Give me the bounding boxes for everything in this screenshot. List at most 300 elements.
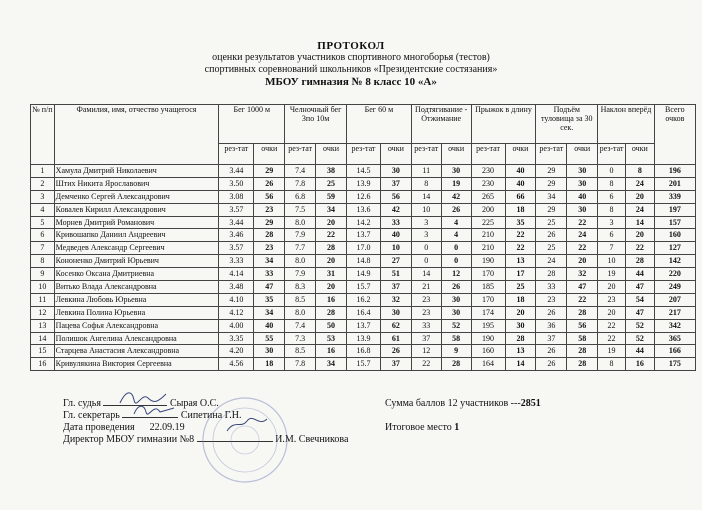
points-cell: 28 (625, 255, 654, 268)
result-cell: 3.57 (219, 242, 254, 255)
points-cell: 18 (505, 293, 536, 306)
result-cell: 14 (411, 268, 441, 281)
result-cell: 28 (536, 268, 567, 281)
place-label: Итоговое место (385, 422, 452, 433)
total-cell: 142 (654, 255, 695, 268)
points-cell: 40 (254, 319, 285, 332)
row-number: 9 (31, 268, 55, 281)
result-cell: 22 (598, 319, 626, 332)
result-cell: 4.56 (219, 358, 254, 371)
student-name: Демченко Сергей Александрович (54, 190, 219, 203)
points-cell: 30 (567, 165, 598, 178)
result-cell: 13.6 (346, 203, 380, 216)
table-row (31, 216, 696, 229)
total-cell: 157 (654, 216, 695, 229)
result-cell: 195 (471, 319, 505, 332)
points-cell: 30 (380, 306, 411, 319)
judge-label: Гл. судья (63, 398, 101, 409)
result-cell: 4.00 (219, 319, 254, 332)
student-name: Кривошапко Даниил Андреевич (54, 229, 219, 242)
result-cell: 13.7 (346, 319, 380, 332)
points-cell: 37 (380, 177, 411, 190)
points-cell: 52 (625, 332, 654, 345)
points-cell: 42 (380, 203, 411, 216)
result-cell: 8 (598, 177, 626, 190)
subcol-points-header: очки (254, 144, 285, 165)
result-cell: 14.5 (346, 165, 380, 178)
points-cell: 56 (380, 190, 411, 203)
table-row (31, 332, 696, 345)
points-cell: 47 (254, 281, 285, 294)
results-table (30, 104, 696, 371)
points-cell: 40 (505, 177, 536, 190)
total-cell: 339 (654, 190, 695, 203)
points-cell: 22 (316, 229, 347, 242)
result-cell: 33 (411, 319, 441, 332)
table-row (31, 345, 696, 358)
result-cell: 265 (471, 190, 505, 203)
points-cell: 26 (380, 345, 411, 358)
points-cell: 4 (441, 229, 471, 242)
points-cell: 26 (254, 177, 285, 190)
points-cell: 30 (441, 165, 471, 178)
points-cell: 12 (441, 268, 471, 281)
result-cell: 7.3 (285, 332, 316, 345)
subtitle-line-2: спортивных соревнований школьников «Президентские состязания» (204, 64, 498, 75)
points-cell: 22 (567, 216, 598, 229)
points-cell: 25 (316, 177, 347, 190)
result-cell: 170 (471, 293, 505, 306)
points-cell: 34 (254, 255, 285, 268)
result-cell: 8.5 (285, 345, 316, 358)
result-cell: 3 (598, 216, 626, 229)
points-cell: 4 (441, 216, 471, 229)
points-cell: 28 (505, 332, 536, 345)
subcol-points-header: очки (441, 144, 471, 165)
points-cell: 66 (505, 190, 536, 203)
result-cell: 33 (536, 281, 567, 294)
place-value: 1 (454, 422, 460, 433)
student-name: Ковалев Кирилл Александрович (54, 203, 219, 216)
result-cell: 15.7 (346, 281, 380, 294)
subcol-points-header: очки (316, 144, 347, 165)
points-cell: 38 (316, 165, 347, 178)
result-cell: 23 (411, 293, 441, 306)
points-cell: 28 (567, 345, 598, 358)
points-cell: 30 (441, 306, 471, 319)
points-cell: 44 (625, 268, 654, 281)
table-header (31, 105, 696, 165)
director-name: И.М. Свечникова (275, 434, 349, 445)
points-cell: 30 (254, 345, 285, 358)
col-jump-header: Прыжок в длину (471, 105, 536, 144)
table-row (31, 203, 696, 216)
secretary-signature-icon (132, 400, 176, 420)
points-cell: 32 (380, 293, 411, 306)
points-cell: 58 (441, 332, 471, 345)
result-cell: 14.2 (346, 216, 380, 229)
points-cell: 30 (505, 319, 536, 332)
subcol-result-header: рез-тат (285, 144, 316, 165)
student-name: Пацева Софья Александровна (54, 319, 219, 332)
subcol-points-header: очки (567, 144, 598, 165)
result-cell: 3.46 (219, 229, 254, 242)
points-cell: 20 (625, 190, 654, 203)
student-name: Левкина Полина Юрьевна (54, 306, 219, 319)
points-cell: 31 (316, 268, 347, 281)
result-cell: 3.50 (219, 177, 254, 190)
document-title: ПРОТОКОЛ (317, 40, 385, 52)
points-cell: 22 (567, 242, 598, 255)
result-cell: 14 (411, 190, 441, 203)
row-number: 12 (31, 306, 55, 319)
result-cell: 12 (411, 345, 441, 358)
result-cell: 34 (536, 190, 567, 203)
sum-value: 2851 (520, 398, 541, 409)
col-total-header: Всего очков (654, 105, 695, 165)
result-cell: 21 (411, 281, 441, 294)
row-number: 15 (31, 345, 55, 358)
result-cell: 7.8 (285, 358, 316, 371)
result-cell: 3.44 (219, 165, 254, 178)
table-row (31, 306, 696, 319)
points-cell: 35 (505, 216, 536, 229)
result-cell: 3.48 (219, 281, 254, 294)
points-cell: 30 (380, 165, 411, 178)
result-cell: 29 (536, 203, 567, 216)
points-cell: 56 (567, 319, 598, 332)
subcol-result-header: рез-тат (536, 144, 567, 165)
result-cell: 25 (536, 242, 567, 255)
total-cell: 220 (654, 268, 695, 281)
points-cell: 33 (380, 216, 411, 229)
student-name: Кононенко Дмитрий Юрьевич (54, 255, 219, 268)
result-cell: 24 (536, 255, 567, 268)
total-cell: 197 (654, 203, 695, 216)
points-cell: 61 (380, 332, 411, 345)
points-cell: 28 (441, 358, 471, 371)
points-cell: 47 (625, 306, 654, 319)
points-cell: 29 (254, 165, 285, 178)
col-situps-header: Подъём туловища за 30 сек. (536, 105, 598, 144)
points-cell: 62 (380, 319, 411, 332)
points-cell: 22 (505, 229, 536, 242)
points-cell: 18 (505, 203, 536, 216)
points-cell: 23 (254, 242, 285, 255)
result-cell: 0 (598, 165, 626, 178)
table-row (31, 229, 696, 242)
result-cell: 25 (536, 216, 567, 229)
result-cell: 210 (471, 229, 505, 242)
points-cell: 24 (625, 177, 654, 190)
result-cell: 10 (411, 203, 441, 216)
result-cell: 12.6 (346, 190, 380, 203)
result-cell: 3.57 (219, 203, 254, 216)
total-cell: 342 (654, 319, 695, 332)
subcol-result-header: рез-тат (219, 144, 254, 165)
points-cell: 0 (441, 242, 471, 255)
student-name: Морнев Дмитрий Романович (54, 216, 219, 229)
result-cell: 37 (411, 332, 441, 345)
col-shuttle-header: Челночный бег 3по 10м (285, 105, 347, 144)
result-cell: 3.44 (219, 216, 254, 229)
points-cell: 40 (505, 165, 536, 178)
points-cell: 23 (254, 203, 285, 216)
points-cell: 24 (567, 229, 598, 242)
total-cell: 365 (654, 332, 695, 345)
points-cell: 37 (380, 281, 411, 294)
result-cell: 23 (411, 306, 441, 319)
points-cell: 28 (254, 229, 285, 242)
result-cell: 170 (471, 268, 505, 281)
points-cell: 19 (441, 177, 471, 190)
col-pullups-header: Подтягивание - Отжимание (411, 105, 471, 144)
result-cell: 26 (536, 358, 567, 371)
result-cell: 230 (471, 165, 505, 178)
result-cell: 29 (536, 177, 567, 190)
row-number: 14 (31, 332, 55, 345)
result-cell: 37 (536, 332, 567, 345)
points-cell: 25 (505, 281, 536, 294)
result-cell: 36 (536, 319, 567, 332)
total-cell: 196 (654, 165, 695, 178)
result-cell: 174 (471, 306, 505, 319)
points-cell: 40 (380, 229, 411, 242)
result-cell: 29 (536, 165, 567, 178)
result-cell: 15.7 (346, 358, 380, 371)
row-number: 7 (31, 242, 55, 255)
row-number: 5 (31, 216, 55, 229)
student-name: Косенко Оксана Дмитриевна (54, 268, 219, 281)
points-cell: 55 (254, 332, 285, 345)
result-cell: 14.8 (346, 255, 380, 268)
result-cell: 4.14 (219, 268, 254, 281)
result-cell: 4.10 (219, 293, 254, 306)
result-cell: 225 (471, 216, 505, 229)
row-number: 10 (31, 281, 55, 294)
points-cell: 37 (380, 358, 411, 371)
col-run1000-header: Бег 1000 м (219, 105, 285, 144)
col-run60-header: Бег 60 м (346, 105, 411, 144)
result-cell: 185 (471, 281, 505, 294)
result-cell: 13.7 (346, 229, 380, 242)
points-cell: 16 (316, 293, 347, 306)
place-line (385, 422, 459, 434)
result-cell: 17.0 (346, 242, 380, 255)
table-row (31, 190, 696, 203)
points-cell: 20 (316, 281, 347, 294)
result-cell: 19 (598, 345, 626, 358)
result-cell: 6 (598, 229, 626, 242)
table-row (31, 242, 696, 255)
total-cell: 207 (654, 293, 695, 306)
result-cell: 8 (598, 203, 626, 216)
sum-label: Сумма баллов 12 участников --- (385, 398, 521, 409)
row-number: 2 (31, 177, 55, 190)
points-cell: 47 (567, 281, 598, 294)
result-cell: 6 (598, 190, 626, 203)
result-cell: 3.35 (219, 332, 254, 345)
table-row (31, 319, 696, 332)
total-cell: 127 (654, 242, 695, 255)
date-value: 22.09.19 (149, 422, 185, 433)
points-cell: 42 (441, 190, 471, 203)
total-cell: 175 (654, 358, 695, 371)
points-cell: 29 (254, 216, 285, 229)
points-cell: 26 (441, 203, 471, 216)
result-cell: 7.4 (285, 165, 316, 178)
points-cell: 33 (254, 268, 285, 281)
points-cell: 32 (567, 268, 598, 281)
document-header (0, 40, 702, 88)
result-cell: 23 (536, 293, 567, 306)
result-cell: 8 (411, 177, 441, 190)
points-cell: 28 (316, 306, 347, 319)
subtitle-line-1: оценки результатов участников спортивного многоборья (тестов) (212, 52, 490, 63)
student-name: Кривулякина Виктория Сергеевна (54, 358, 219, 371)
secretary-name: Сипетина Г.Н. (180, 410, 242, 421)
result-cell: 4.20 (219, 345, 254, 358)
result-cell: 7.9 (285, 229, 316, 242)
result-cell: 160 (471, 345, 505, 358)
table-row (31, 293, 696, 306)
result-cell: 0 (411, 255, 441, 268)
result-cell: 3 (411, 229, 441, 242)
row-number: 4 (31, 203, 55, 216)
points-cell: 24 (625, 203, 654, 216)
points-cell: 13 (505, 255, 536, 268)
student-name: Медведев Александр Сергеевич (54, 242, 219, 255)
result-cell: 7.5 (285, 203, 316, 216)
points-cell: 8 (625, 165, 654, 178)
result-cell: 26 (536, 229, 567, 242)
result-cell: 8.5 (285, 293, 316, 306)
points-cell: 56 (254, 190, 285, 203)
result-cell: 8 (598, 358, 626, 371)
col-name-header: Фамилия, имя, отчество учащегося (54, 105, 219, 165)
points-cell: 16 (625, 358, 654, 371)
points-cell: 20 (505, 306, 536, 319)
result-cell: 20 (598, 306, 626, 319)
points-cell: 20 (625, 229, 654, 242)
result-cell: 8.0 (285, 306, 316, 319)
result-cell: 26 (536, 306, 567, 319)
points-cell: 30 (441, 293, 471, 306)
points-cell: 51 (380, 268, 411, 281)
points-cell: 20 (316, 216, 347, 229)
points-cell: 13 (505, 345, 536, 358)
result-cell: 7 (598, 242, 626, 255)
result-cell: 10 (598, 255, 626, 268)
points-cell: 0 (441, 255, 471, 268)
result-cell: 16.8 (346, 345, 380, 358)
school-class-line: МБОУ гимназия № 8 класс 10 «А» (265, 76, 437, 88)
points-cell: 28 (567, 358, 598, 371)
col-bend-header: Наклон вперёд (598, 105, 655, 144)
student-name: Штих Никита Ярославович (54, 177, 219, 190)
secretary-label: Гл. секретарь (63, 410, 120, 421)
result-cell: 200 (471, 203, 505, 216)
result-cell: 0 (411, 242, 441, 255)
student-name: Витько Влада Александровна (54, 281, 219, 294)
result-cell: 20 (598, 281, 626, 294)
points-cell: 14 (505, 358, 536, 371)
result-cell: 230 (471, 177, 505, 190)
points-cell: 40 (567, 190, 598, 203)
total-cell: 201 (654, 177, 695, 190)
result-cell: 13.9 (346, 332, 380, 345)
student-name: Полишок Ангелина Александровна (54, 332, 219, 345)
points-cell: 22 (505, 242, 536, 255)
total-cell: 166 (654, 345, 695, 358)
result-cell: 164 (471, 358, 505, 371)
result-cell: 19 (598, 268, 626, 281)
total-cell: 217 (654, 306, 695, 319)
result-cell: 8.3 (285, 281, 316, 294)
points-cell: 16 (316, 345, 347, 358)
table-row (31, 165, 696, 178)
points-cell: 52 (625, 319, 654, 332)
result-cell: 4.12 (219, 306, 254, 319)
result-cell: 3 (411, 216, 441, 229)
student-name: Хамула Дмитрий Николаевич (54, 165, 219, 178)
result-cell: 3.08 (219, 190, 254, 203)
student-name: Левкина Любовь Юрьевна (54, 293, 219, 306)
result-cell: 190 (471, 332, 505, 345)
result-cell: 7.4 (285, 319, 316, 332)
points-cell: 54 (625, 293, 654, 306)
result-cell: 22 (411, 358, 441, 371)
points-cell: 10 (380, 242, 411, 255)
subcol-result-header: рез-тат (471, 144, 505, 165)
points-cell: 47 (625, 281, 654, 294)
subcol-result-header: рез-тат (346, 144, 380, 165)
points-cell: 28 (316, 242, 347, 255)
points-cell: 30 (567, 177, 598, 190)
points-cell: 9 (441, 345, 471, 358)
subcol-points-header: очки (505, 144, 536, 165)
result-cell: 7.8 (285, 177, 316, 190)
points-cell: 22 (567, 293, 598, 306)
points-cell: 14 (625, 216, 654, 229)
points-cell: 58 (567, 332, 598, 345)
result-cell: 8.0 (285, 216, 316, 229)
result-cell: 26 (536, 345, 567, 358)
table-row (31, 255, 696, 268)
table-row (31, 281, 696, 294)
table-body (31, 165, 696, 371)
points-cell: 53 (316, 332, 347, 345)
points-cell: 44 (625, 345, 654, 358)
points-cell: 27 (380, 255, 411, 268)
points-cell: 17 (505, 268, 536, 281)
judge-name: Сырая О.С. (169, 398, 219, 409)
subcol-result-header: рез-тат (411, 144, 441, 165)
points-cell: 18 (254, 358, 285, 371)
school-seal-icon (200, 395, 290, 485)
result-cell: 8.0 (285, 255, 316, 268)
points-cell: 22 (625, 242, 654, 255)
result-cell: 3.33 (219, 255, 254, 268)
date-line (63, 422, 185, 434)
row-number: 13 (31, 319, 55, 332)
result-cell: 11 (411, 165, 441, 178)
points-cell: 26 (441, 281, 471, 294)
points-cell: 30 (567, 203, 598, 216)
result-cell: 16.2 (346, 293, 380, 306)
student-name: Старцева Анастасия Александровна (54, 345, 219, 358)
result-cell: 7.9 (285, 268, 316, 281)
